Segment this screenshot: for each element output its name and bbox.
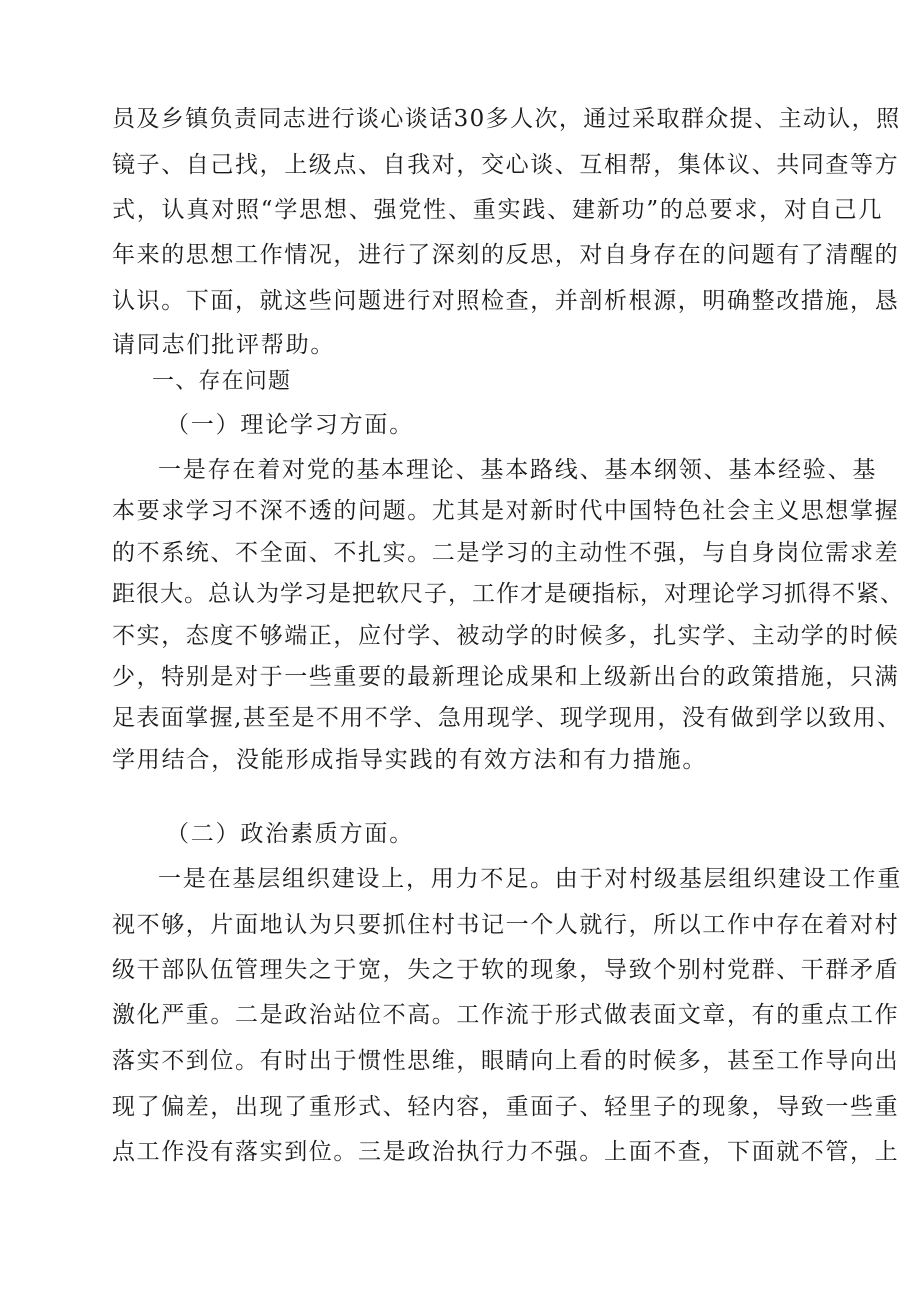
section-heading: 一、存在问题 — [152, 369, 292, 394]
paragraph-line: 不实，态度不够端正，应付学、被动学的时候多，扎实学、主动学的时候 — [112, 623, 900, 649]
paragraph-line: 学用结合，没能形成指导实践的有效方法和有力措施。 — [112, 747, 708, 773]
paragraph-line: 的不系统、不全面、不扎实。二是学习的主动性不强，与自身岗位需求差 — [112, 540, 900, 566]
paragraph-line: 落实不到位。有时出于惯性思维，眼睛向上看的时候多，甚至工作导向出 — [112, 1048, 900, 1074]
paragraph-line: 激化严重。二是政治站位不高。工作流于形式做表面文章，有的重点工作 — [112, 1002, 900, 1028]
paragraph-line: 少，特别是对于一些重要的最新理论成果和上级新出台的政策措施，只满 — [112, 664, 900, 690]
intro-line: 认识。下面，就这些问题进行对照检查，并剖析根源，明确整改措施，恳 — [112, 288, 900, 314]
subsection-heading: （二）政治素质方面。 — [166, 821, 414, 847]
intro-line: 式，认真对照“学思想、强党性、重实践、建新功”的总要求，对自己几 — [112, 197, 884, 223]
intro-line: 年来的思想工作情况，进行了深刻的反思，对自身存在的问题有了清醒的 — [112, 242, 900, 268]
paragraph-line: 距很大。总认为学习是把软尺子，工作才是硬指标，对理论学习抓得不紧、 — [112, 581, 904, 607]
paragraph-line: 视不够，片面地认为只要抓住村书记一个人就行，所以工作中存在着对村 — [112, 912, 900, 938]
subsection-heading: （一）理论学习方面。 — [166, 412, 414, 438]
paragraph-line: 一是在基层组织建设上，用力不足。由于对村级基层组织建设工作重 — [158, 866, 902, 892]
intro-line: 镜子、自己找，上级点、自我对，交心谈、互相帮，集体议、共同查等方 — [112, 152, 900, 178]
paragraph-line: 现了偏差，出现了重形式、轻内容，重面子、轻里子的现象，导致一些重 — [112, 1094, 900, 1120]
paragraph-line: 足表面掌握,甚至是不用不学、急用现学、现学现用，没有做到学以致用、 — [112, 705, 902, 731]
paragraph-line: 级干部队伍管理失之于宽，失之于软的现象，导致个别村党群、干群矛盾 — [112, 957, 900, 983]
paragraph-line: 点工作没有落实到位。三是政治执行力不强。上面不查，下面就不管，上 — [112, 1139, 900, 1165]
paragraph-line: 一是存在着对党的基本理论、基本路线、基本纲领、基本经验、基 — [158, 457, 878, 483]
intro-line: 请同志们批评帮助。 — [112, 332, 336, 358]
intro-line: 员及乡镇负责同志进行谈心谈话30多人次，通过采取群众提、主动认，照 — [112, 106, 901, 132]
paragraph-line: 本要求学习不深不透的问题。尤其是对新时代中国特色社会主义思想掌握 — [112, 498, 900, 524]
